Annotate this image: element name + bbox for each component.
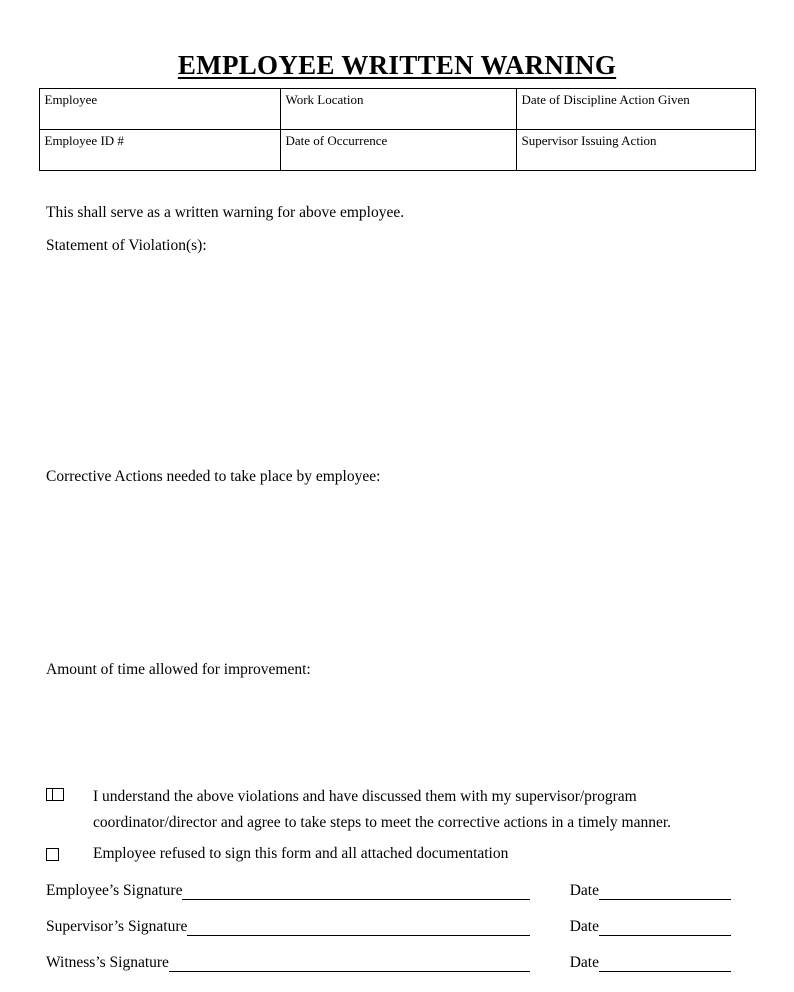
witness-signature-line[interactable] [169,952,530,972]
statement-of-violations-area[interactable] [46,255,731,453]
employee-date-label: Date [569,882,599,900]
field-employee-id-label: Employee ID # [44,133,124,148]
acknowledgement-checkbox[interactable] [46,788,64,801]
field-work-location[interactable] [280,89,516,130]
supervisor-date-label: Date [569,918,599,936]
refused-row [46,845,731,863]
improvement-time-area[interactable] [46,679,731,784]
acknowledgement-row [46,784,731,836]
info-table-row [39,89,755,130]
corrective-actions-area[interactable] [46,486,731,646]
field-date-occurrence-label: Date of Occurrence [285,133,388,148]
field-supervisor-issuing-label: Supervisor Issuing Action [521,133,657,148]
intro-text: This shall serve as a written warning for above employee. [46,204,405,221]
field-employee-id[interactable] [39,130,280,171]
acknowledgement-checkbox-cell [46,784,93,801]
signature-row-witness [46,950,731,972]
employee-signature-label: Employee’s Signature [46,882,183,900]
acknowledgement-text-line1: I understand the above violations and have discussed them with my supervisor/program [93,788,637,805]
acknowledgement-text-line2: coordinator/director and agree to take steps to meet the corrective actions in a timely manner. [93,814,672,832]
refused-checkbox-cell [46,845,93,861]
supervisor-date-line[interactable] [599,916,731,936]
refused-checkbox[interactable] [46,848,59,861]
field-date-occurrence[interactable] [280,130,516,171]
info-table-row [39,130,755,171]
signature-row-supervisor [46,914,731,936]
corrective-actions-label: Corrective Actions needed to take place by employee: [46,468,381,485]
refused-text: Employee refused to sign this form and all attached documentation [93,845,509,863]
supervisor-signature-label: Supervisor’s Signature [46,918,188,936]
page-title: EMPLOYEE WRITTEN WARNING [177,50,617,80]
field-supervisor-issuing[interactable] [516,130,755,171]
statement-of-violations-label: Statement of Violation(s): [46,237,207,254]
acknowledgement-text [93,784,671,836]
signature-block [0,878,794,972]
witness-signature-label: Witness’s Signature [46,954,169,972]
info-table [39,88,756,171]
improvement-time-label: Amount of time allowed for improvement: [46,661,311,678]
employee-signature-line[interactable] [182,880,529,900]
field-date-discipline-action[interactable] [516,89,755,130]
supervisor-signature-line[interactable] [187,916,529,936]
witness-date-label: Date [569,954,599,972]
field-date-discipline-action-label: Date of Discipline Action Given [521,92,690,107]
field-work-location-label: Work Location [285,92,364,107]
witness-date-line[interactable] [599,952,731,972]
field-employee[interactable] [39,89,280,130]
employee-date-line[interactable] [599,880,731,900]
signature-row-employee [46,878,731,900]
field-employee-label: Employee [44,92,98,107]
checkbox-divider [47,789,53,800]
